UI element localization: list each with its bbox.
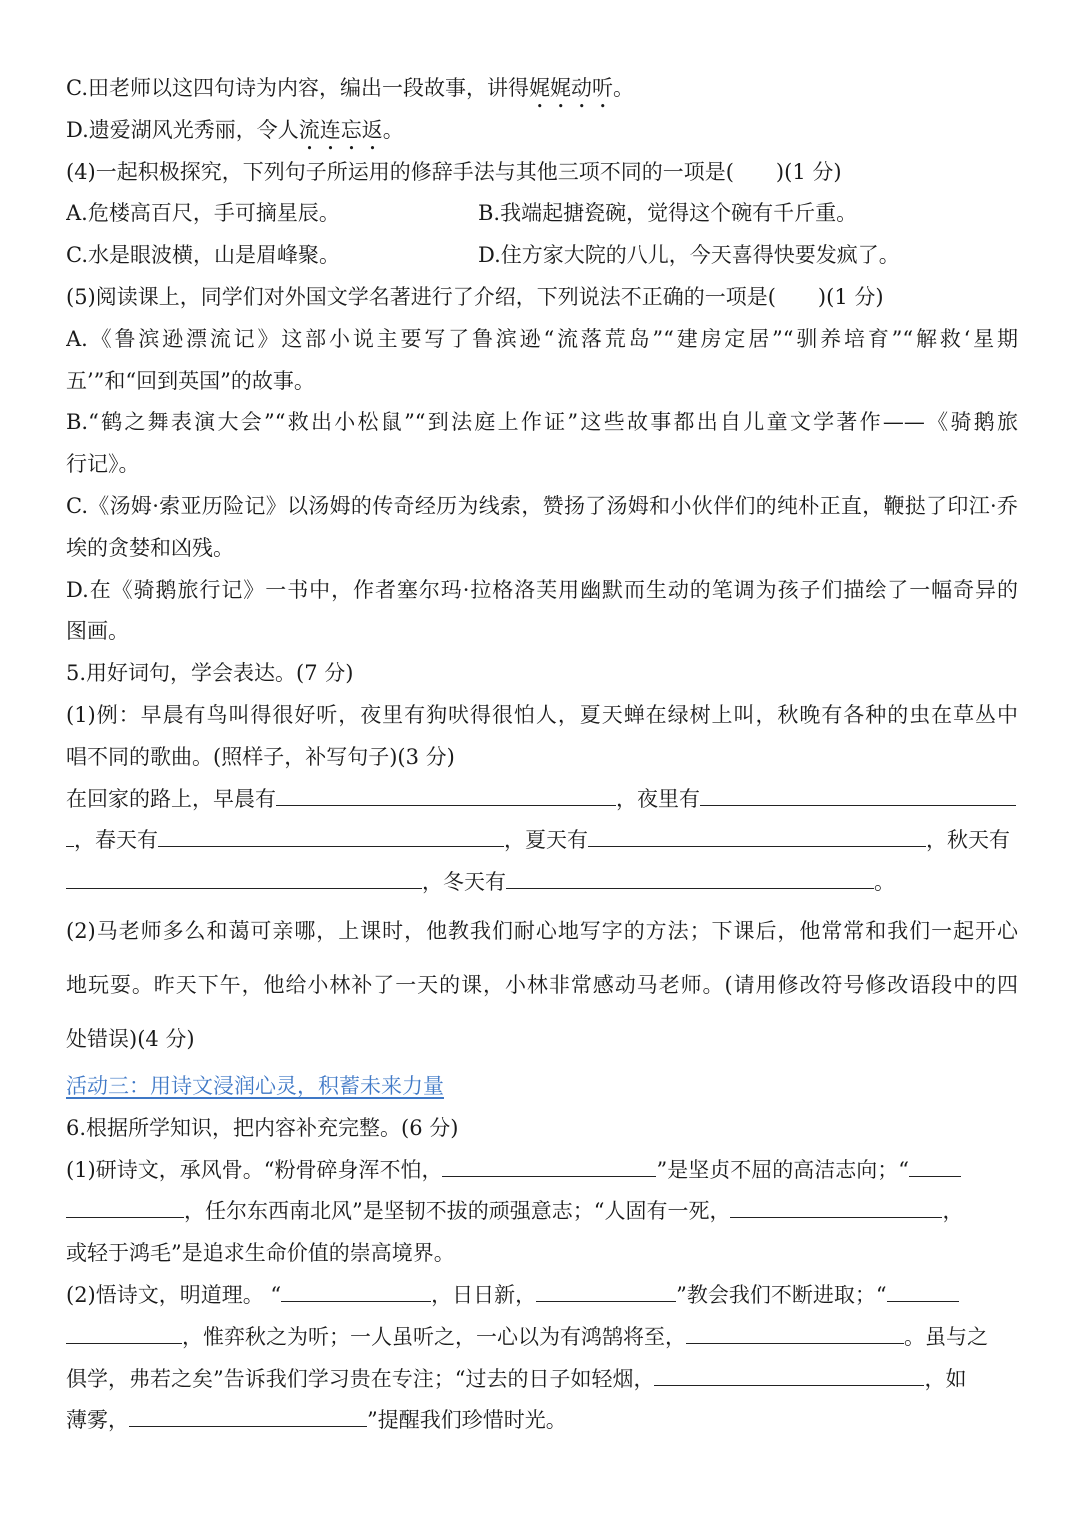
s6-text: ，日日新， bbox=[431, 1282, 537, 1307]
q5-stem: (5)阅读课上，同学们对外国文学名著进行了介绍，下列说法不正确的一项是( )(1 分) bbox=[66, 284, 884, 309]
s5-example-line1: (1)例：早晨有鸟叫得很好听，夜里有狗吠得很怕人，夏天蝉在绿树上叫，秋晚有各种的虫在草丛中 bbox=[66, 702, 1018, 727]
activity3-heading bbox=[66, 1066, 1018, 1108]
s6-text: 俱学，弗若之矣”告诉我们学习贵在专注；“过去的日子如轻烟， bbox=[66, 1366, 655, 1391]
answer-blank[interactable] bbox=[654, 1363, 924, 1386]
q5-option-a-line1: A.《鲁滨逊漂流记》这部小说主要写了鲁滨逊“流落荒岛”“建房定居”“驯养培育”“解救‘星期 bbox=[66, 326, 1018, 351]
s5-fill-line2 bbox=[66, 820, 1018, 862]
answer-blank[interactable] bbox=[281, 1279, 431, 1302]
q4-option-b: B.我端起搪瓷碗，觉得这个碗有千斤重。 bbox=[478, 201, 858, 226]
s6-text: (2)悟诗文，明道理。 “ bbox=[66, 1282, 282, 1307]
section5-title: 5.用好词句，学会表达。(7 分) bbox=[66, 661, 354, 686]
s5-passage-line1: (2)马老师多么和蔼可亲哪，上课时，他教我们耐心地写字的方法；下课后，他常常和我们一起开心 bbox=[66, 918, 1018, 943]
s5-example-line2: 唱不同的歌曲。(照样子，补写句子)(3 分) bbox=[66, 744, 455, 769]
s5-fill-text-7: 。 bbox=[874, 870, 895, 895]
s6-text: ”是坚贞不屈的高洁志向；“ bbox=[656, 1157, 909, 1182]
s6-line7 bbox=[66, 1400, 1018, 1442]
section6-title: 6.根据所学知识，把内容补充完整。(6 分) bbox=[66, 1115, 459, 1140]
s6-text: ， bbox=[942, 1199, 964, 1224]
q5-option-d-line2: 图画。 bbox=[66, 619, 129, 644]
q4-option-a: A.危楼高百尺，手可摘星辰。 bbox=[66, 201, 340, 226]
s6-line1 bbox=[66, 1150, 1018, 1192]
s6-text: ”教会我们不断进取；“ bbox=[676, 1282, 887, 1307]
activity3-heading-text: 活动三：用诗文浸润心灵，积蓄未来力量 bbox=[66, 1073, 444, 1098]
answer-blank[interactable] bbox=[506, 866, 874, 889]
answer-blank[interactable] bbox=[700, 783, 1016, 806]
s5-fill-text-5: ，秋天有 bbox=[926, 828, 1010, 853]
s5-fill-text-3: ，春天有 bbox=[74, 828, 158, 853]
s5-fill-text-2: ，夜里有 bbox=[616, 786, 700, 811]
s6-text: ，如 bbox=[924, 1366, 967, 1391]
q3-option-c-word: 娓娓动听 bbox=[529, 76, 613, 100]
answer-blank[interactable] bbox=[276, 783, 616, 806]
answer-blank[interactable] bbox=[887, 1279, 959, 1302]
answer-blank[interactable] bbox=[686, 1321, 904, 1344]
s5-fill-text-1: 在回家的路上，早晨有 bbox=[66, 786, 276, 811]
s6-text: ，任尔东西南北风”是坚韧不拔的顽强意志；“人固有一死， bbox=[184, 1199, 731, 1224]
q3-option-d-text: D.遗爱湖风光秀丽，令人 bbox=[66, 117, 299, 142]
q5-option-c-line2: 埃的贪婪和凶残。 bbox=[66, 535, 234, 560]
s6-line2 bbox=[66, 1191, 1018, 1233]
q3-option-d-end: 。 bbox=[382, 117, 404, 142]
answer-blank[interactable] bbox=[442, 1154, 656, 1177]
s6-line5 bbox=[66, 1317, 1018, 1359]
s5-fill-line1 bbox=[66, 779, 1018, 821]
q5-option-b-line2: 行记》。 bbox=[66, 452, 140, 477]
answer-blank[interactable] bbox=[66, 1195, 184, 1218]
s6-text: ，惟弈秋之为听；一人虽听之，一心以为有鸿鹄将至， bbox=[182, 1324, 686, 1349]
answer-blank[interactable] bbox=[730, 1195, 942, 1218]
s5-fill-text-6: ，冬天有 bbox=[422, 870, 506, 895]
s5-fill-text-4: ，夏天有 bbox=[504, 828, 588, 853]
s5-passage-line3: 处错误)(4 分) bbox=[66, 1026, 195, 1051]
q5-option-b-line1: B.“鹤之舞表演大会”“救出小松鼠”“到法庭上作证”这些故事都出自儿童文学著作——《骑鹅旅 bbox=[66, 410, 1018, 435]
answer-blank[interactable] bbox=[129, 1404, 367, 1427]
q4-options-cd bbox=[66, 235, 1018, 277]
q3-option-c bbox=[66, 68, 1018, 110]
s6-text: (1)研诗文，承风骨。“粉骨碎身浑不怕， bbox=[66, 1157, 443, 1182]
s6-text: 薄雾， bbox=[66, 1408, 129, 1433]
q5-option-d-line1: D.在《骑鹅旅行记》一书中，作者塞尔玛·拉格洛芙用幽默而生动的笔调为孩子们描绘了一幅奇异的 bbox=[66, 577, 1018, 602]
q4-options-ab bbox=[66, 193, 1018, 235]
q4-stem: (4)一起积极探究，下列句子所运用的修辞手法与其他三项不同的一项是( )(1 分) bbox=[66, 159, 842, 184]
q3-option-c-text: C.田老师以这四句诗为内容，编出一段故事，讲得 bbox=[66, 76, 529, 100]
q3-option-d bbox=[66, 110, 1018, 152]
answer-blank[interactable] bbox=[66, 1321, 182, 1344]
answer-blank[interactable] bbox=[588, 824, 926, 847]
q4-option-d: D.住方家大院的八儿，今天喜得快要发疯了。 bbox=[478, 243, 900, 268]
s6-line3: 或轻于鸿毛”是追求生命价值的崇高境界。 bbox=[66, 1241, 455, 1266]
answer-blank[interactable] bbox=[909, 1154, 961, 1177]
answer-blank[interactable] bbox=[158, 824, 504, 847]
s6-text: ”提醒我们珍惜时光。 bbox=[367, 1408, 567, 1433]
answer-blank[interactable] bbox=[66, 866, 422, 889]
s6-text: 。虽与之 bbox=[904, 1324, 988, 1349]
q5-option-a-line2: 五’”和“回到英国”的故事。 bbox=[66, 368, 315, 393]
s6-line4 bbox=[66, 1275, 1018, 1317]
q5-option-c-line1: C.《汤姆·索亚历险记》以汤姆的传奇经历为线索，赞扬了汤姆和小伙伴们的纯朴正直，鞭挞了印江·乔 bbox=[66, 493, 1018, 518]
q3-option-c-end: 。 bbox=[613, 76, 634, 100]
s5-fill-line3 bbox=[66, 862, 1018, 904]
answer-blank[interactable] bbox=[66, 824, 74, 847]
s5-passage-line2: 地玩耍。昨天下午，他给小林补了一天的课，小林非常感动马老师。(请用修改符号修改语段中的四 bbox=[66, 972, 1018, 997]
q4-option-c: C.水是眼波横，山是眉峰聚。 bbox=[66, 243, 340, 268]
answer-blank[interactable] bbox=[536, 1279, 676, 1302]
q3-option-d-word: 流连忘返 bbox=[298, 117, 383, 142]
s6-line6 bbox=[66, 1359, 1018, 1401]
